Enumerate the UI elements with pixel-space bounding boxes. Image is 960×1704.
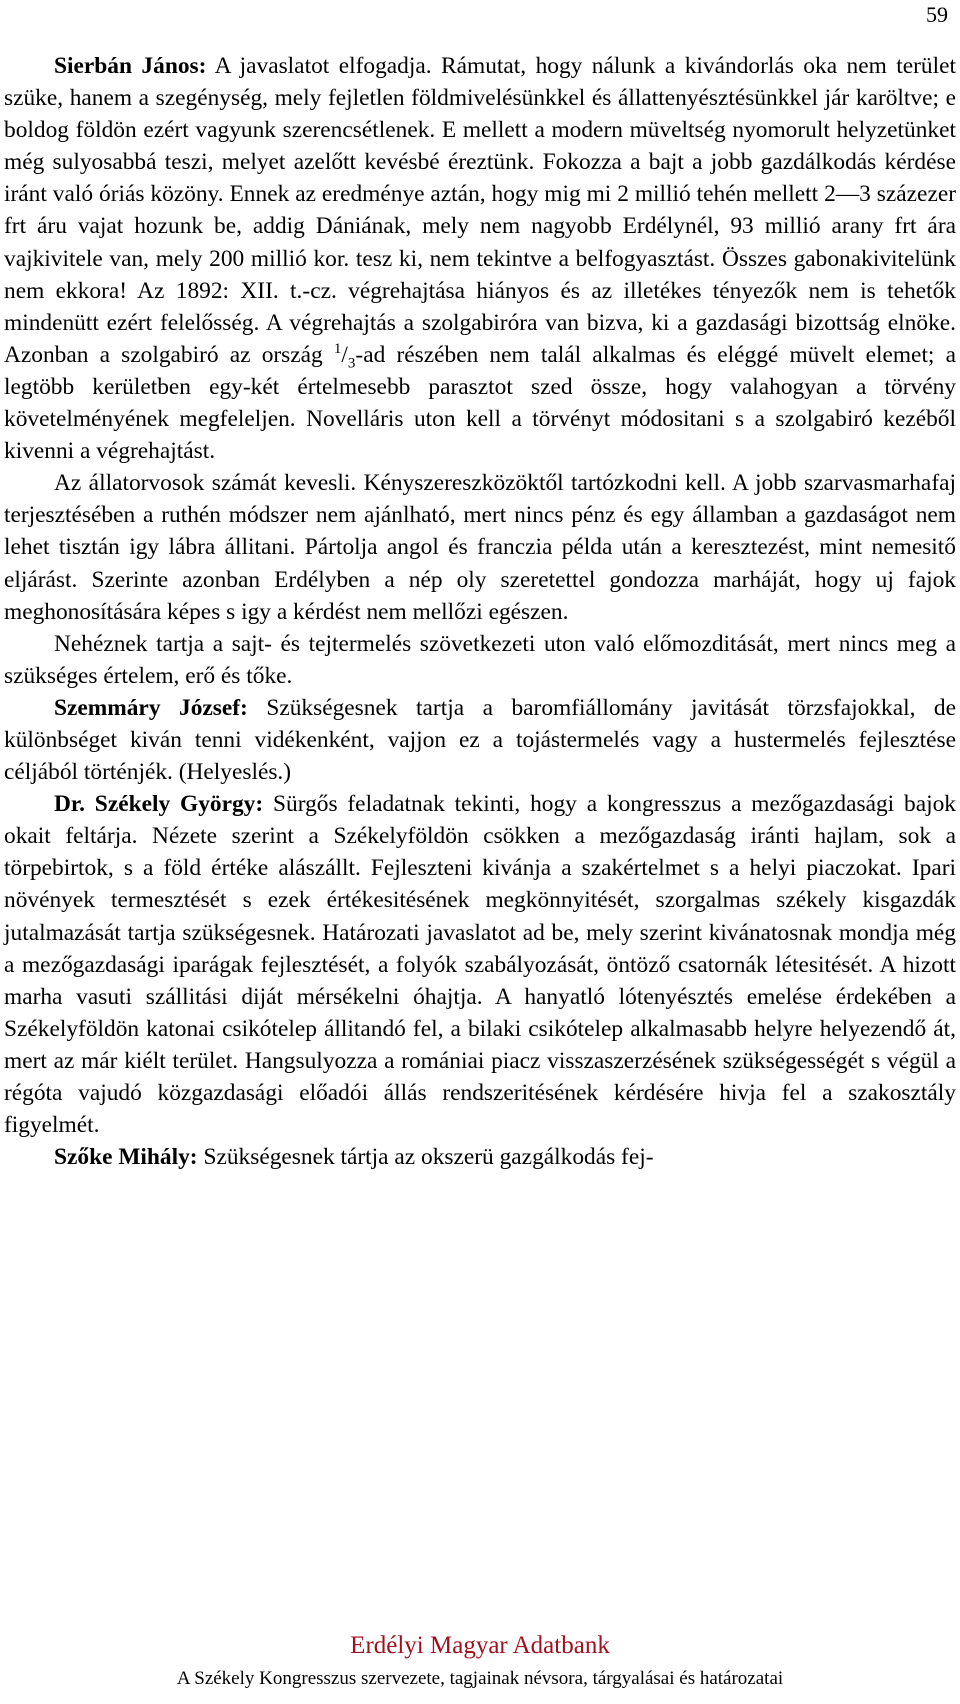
fraction-denominator: 3 xyxy=(347,355,356,372)
paragraph-sajt: Nehéznek tartja a sajt- és tejtermelés szövetkezeti uton való előmozditását, mert nincs meg a szükséges értelem, erő és tőke. xyxy=(4,630,956,689)
fraction-numerator: 1 xyxy=(333,341,342,358)
speaker-name: Sierbán János: xyxy=(54,53,207,79)
document-body xyxy=(4,50,956,1173)
fraction-slash: / xyxy=(341,341,348,368)
paragraph-sierban xyxy=(4,50,956,467)
paragraph-text: A javaslatot elfogadja. Rámutat, hogy nálunk a kivándorlás oka nem terület szüke, hanem a szegénység, mely fejletlen földmivelésünkkel és állattenyésztésünkkel jár karöltve; e boldog földön ezért vagyunk szerencsétlenek. E mellett a modern müveltség nyomorult helyzetünket még sulyosabbá teszi, melyet azelőtt kevésbé éreztünk. Fokozza a bajt a jobb gazdálkodás kérdése iránt való óriás közöny. Ennek az eredménye aztán, hogy mig mi 2 millió tehén mellett 2—3 százezer frt áru vajat hozunk be, addig Dániának, mely nem nagyobb Erdélynél, 93 millió arany frt ára vajkivitele van, mely 200 millió kor. tesz ki, nem tekintve a belfogyasztást. Összes gabonakivitelünk nem ekkora! Az 1892: XII. t.-cz. végrehajtása hiányos és az illetékes tényezők nem is tehetők mindenütt ezért felelősség. A végrehajtás a szolgabiróra van bizva, ki a gazdasági bizottság elnöke. Azonban a szolgabiró az ország xyxy=(4,53,956,368)
paragraph-szoke xyxy=(4,1141,956,1173)
paragraph-szemmary xyxy=(4,692,956,788)
paragraph-szekely xyxy=(4,788,956,1141)
speaker-name: Dr. Székely György: xyxy=(54,791,264,818)
page-number: 59 xyxy=(926,2,948,27)
footer-title: Erdélyi Magyar Adatbank xyxy=(350,1632,610,1659)
paragraph-allatorvosok: Az állatorvosok számát kevesli. Kényszereszközöktől tartózkodni kell. A jobb szarvasmarhafaj terjesztésében a ruthén módszer nem ajánlható, mert nincs pénz és egy államban a gazdaságot nem lehet tisztán igy lábra állitani. Pártolja angol és franczia példa után a keresztezést, mint nemesitő eljárást. Szerinte azonban Erdélyben a nép oly szeretettel gondozza marháját, hogy uj fajok meghonosítására képes s igy a kérdést nem mellőzi egészen. xyxy=(4,470,956,625)
paragraph-text: Szükségesnek tártja az okszerü gazgálkodás fej- xyxy=(197,1144,654,1171)
speaker-name: Szemmáry József: xyxy=(54,694,248,721)
paragraph-text-continued: -ad részében nem talál alkalmas és eléggé müvelt elemet; a legtöbb kerületben egy-két értelmesebb parasztot szed össze, hogy valahogyan a törvény követelményének megfeleljen. Novelláris uton kell a törvényt módositani s a szolgabiró kezéből kivenni a végrehajtást. xyxy=(4,341,956,465)
paragraph-text: Szükségesnek tartja a baromfiállomány javitását törzsfajokkal, de különbséget kiván tenni vidékenként, vajjon ez a tojástermelés vagy a hustermelés fejlesztése céljából történjék. (Helyeslés.) xyxy=(4,694,956,786)
paragraph-text: Sürgős feladatnak tekinti, hogy a kongresszus a mezőgazdasági bajok okait feltárja. Nézete szerint a Székelyföldön csökken a mezőgazdaság iránti hajlam, sok a törpebirtok, s a föld értéke alászállt. Fejleszteni kivánja a szakértelmet s a helyi piaczokat. Ipari növények termesztését s ezek értékesitésének megkönnyitését, szorgalmas székely kisgazdák jutalmazását tartja szükségesnek. Határozati javaslatot ad be, mely szerint kivánatosnak mondja még a mezőgazdasági iparágak fejlesztését, a folyók szabályozását, öntöző csatornák létesitését. A hizott marha vasuti szállitási diját mérsékelni óhajtja. A hanyatló lótenyésztés emelése érdekében a Székelyföldön katonai csikótelep állitandó fel, a bilaki csikótelep alkalmasabb helyre helyezendő át, mert az már kiélt terület. Hangsulyozza a romániai piacz visszaszerzésének szükségességét s végül a régóta vajudó közgazdasági előadói állás rendszeritésének kérdésére hivja fel a szakosztály figyelmét. xyxy=(4,791,956,1139)
footer-subtitle: A Székely Kongresszus szervezete, tagjainak névsora, tárgyalásai és határozatai xyxy=(176,1668,784,1689)
speaker-name: Szőke Mihály: xyxy=(54,1144,198,1171)
